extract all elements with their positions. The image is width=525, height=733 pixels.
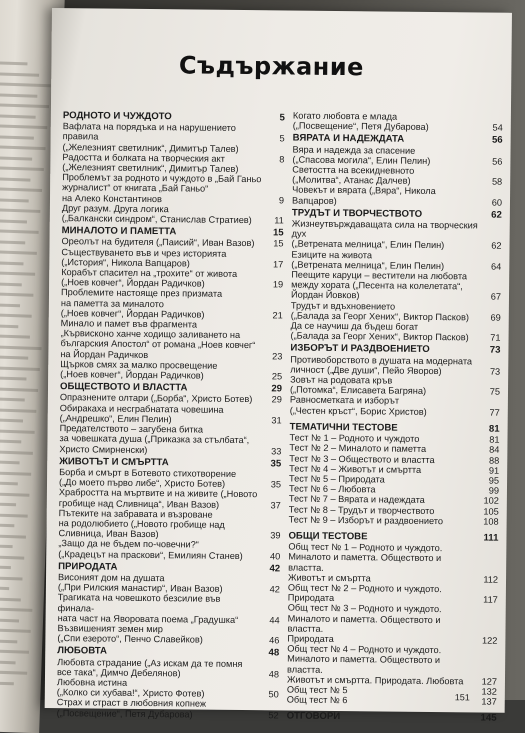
left-page-text-line <box>0 208 40 213</box>
toc-page-number: 40 <box>269 550 281 561</box>
left-page-text-line <box>0 513 28 518</box>
toc-entry-text: Жизнеутвърждаващата сила на творческия дух <box>291 218 478 239</box>
toc-entry-text: Противоборството в душата на модерната <box>290 354 473 367</box>
left-page-text-line <box>0 555 24 560</box>
toc-entry-text: ТЕМАТИЧНИ ТЕСТОВЕ <box>289 421 398 434</box>
left-page-text-line <box>0 229 39 234</box>
toc-entry-text: Тест № 9 – Изборът и раздвоението <box>288 514 444 526</box>
left-page-text-line <box>0 429 35 434</box>
left-page-text-line <box>0 460 20 464</box>
page-number: 151 <box>454 692 470 703</box>
toc-page-number: 112 <box>483 574 499 585</box>
toc-page-number: 56 <box>492 156 503 167</box>
toc-entry-text: Общ тест № 1 – Родното и чуждото. <box>288 541 443 554</box>
toc-page-number: 62 <box>491 241 502 252</box>
toc-entry-text: Любовта страдание („Аз искам да те помня <box>57 656 243 669</box>
left-page-text-line <box>0 471 31 476</box>
toc-page-number: 29 <box>271 383 283 395</box>
toc-page-number: 50 <box>268 689 279 700</box>
toc-page-number: 17 <box>273 259 284 270</box>
left-page-text-line <box>0 345 42 350</box>
toc-page-number: 37 <box>270 499 281 510</box>
toc-entry-text: Съществуването във и чрез историята <box>61 246 227 259</box>
toc-page-number: 88 <box>489 455 500 466</box>
toc-entry-text: Когато любовта е млада <box>292 110 398 122</box>
left-page-text-line <box>0 82 51 87</box>
toc-entry-text: („Ветрената мелница“, Елин Пелин) <box>291 238 445 251</box>
left-page-text-line <box>0 324 18 328</box>
toc-entry-text: („Ветрената мелница“, Елин Пелин) <box>291 259 445 271</box>
toc-entry-text: Трагиката на човешкото безсилие във финала- <box>57 592 221 614</box>
toc-entry-text: Христо Смирненски) <box>59 443 148 455</box>
toc-page-number: 35 <box>270 479 282 490</box>
toc-column-right <box>287 111 503 725</box>
toc-entry <box>292 185 502 208</box>
left-page-text-line <box>0 334 30 338</box>
left-page-text-line <box>0 135 34 139</box>
toc-entry-text: ПРИРОДАТА <box>58 560 118 573</box>
toc-entry-text: Природата <box>287 592 335 604</box>
toc-entry-text: ната част на Яворовата поема „Градушка“ <box>57 612 239 625</box>
left-page-text-line <box>0 177 30 181</box>
toc-entry <box>293 121 503 133</box>
toc-page-number: 52 <box>268 709 279 720</box>
toc-page-number: 69 <box>490 312 501 323</box>
left-page-text-line <box>0 61 28 65</box>
left-page-text-line <box>0 649 29 654</box>
toc-entry-text: Равносметката и изборът <box>289 394 400 407</box>
toc-entry-text: („Ноев ковчег“, Йордан Радичков) <box>60 307 205 320</box>
toc-entry-text: Общ тест № 6 <box>286 694 348 706</box>
toc-entry-text: ЛЮБОВТА <box>57 645 108 657</box>
toc-entry-text: Радостта и болката на творческия акт <box>62 151 225 164</box>
left-page-text-line <box>0 576 23 580</box>
left-page-text-line <box>0 156 32 160</box>
toc-entry-text: ВЯРАТА И НАДЕЖДАТА <box>292 132 405 146</box>
toc-entry-text: Храбростта на мъртвите и на живите („Новото <box>58 487 258 500</box>
toc-entry-text: („Балада за Георг Хених“, Виктор Пасков) <box>290 330 469 343</box>
toc-entry-text: Борба и смърт в Ботевото стихотворение <box>59 467 237 479</box>
toc-entry-text: Тест № 7 – Вярата и надеждата <box>288 493 425 506</box>
toc-entry-text: Страх и страст в любовния копнеж <box>56 697 207 710</box>
toc-entry-text: („Спасова могила“, Елин Пелин) <box>292 154 431 166</box>
toc-entry-text: („При Рилския манастир“, Иван Вазов) <box>57 582 223 594</box>
left-page-text-line <box>0 618 19 622</box>
toc-entry <box>58 549 280 562</box>
toc-entry <box>60 369 282 382</box>
toc-entry-text: Общ тест № 4 – Родното и чуждото. <box>287 643 442 656</box>
toc-entry-text: Тест № 4 – Животът и смъртта <box>289 463 422 475</box>
left-page-text-line <box>0 292 33 297</box>
toc-page-number: 39 <box>270 530 281 541</box>
toc-entry-text: Минало и памет във фрагмента <box>60 318 198 330</box>
toc-page-number: 117 <box>483 594 498 605</box>
toc-page-number: 31 <box>271 415 282 426</box>
toc-entry-text: Щърков смях за малко просвещение <box>60 358 218 371</box>
left-page-text-line <box>0 408 36 413</box>
toc-page-number: 19 <box>272 279 284 290</box>
toc-entry-text: Общ тест № 3 – Родното и чуждото. <box>287 602 442 615</box>
left-page-text-line <box>0 586 9 590</box>
left-page-text-line <box>0 219 27 223</box>
left-page-text-line <box>0 544 13 548</box>
left-page-text-line <box>0 166 44 171</box>
left-page-text-line <box>0 628 31 633</box>
toc-entry <box>57 633 279 646</box>
toc-entry-text: Сливница, Иван Вазов) <box>58 528 159 540</box>
toc-page-number: 81 <box>488 423 500 435</box>
toc-page-number: 44 <box>269 615 280 626</box>
toc-page-number: 42 <box>269 584 280 595</box>
toc-page-number: 5 <box>279 112 285 124</box>
toc-entry-text: МИНАЛОТО И ПАМЕТТА <box>61 225 177 238</box>
toc-page-number: 111 <box>483 532 499 544</box>
toc-entry-text: ТРУДЪТ И ТВОРЧЕСТВОТО <box>291 207 423 220</box>
toc-page-number: 71 <box>490 332 501 343</box>
toc-page-number: 29 <box>271 394 282 405</box>
toc-page-number: 25 <box>271 371 283 382</box>
toc-page-number: 42 <box>269 563 281 575</box>
toc-entry-text: Обиракаха и несграбнатата човешина <box>59 402 224 415</box>
toc-entry-text: Езиците на живота <box>291 249 373 261</box>
toc-entry-text: Зовът на родовата кръв <box>290 374 393 386</box>
toc-entry-text: на Алеко Константинов <box>61 192 163 204</box>
toc-entry-text: на паметта за миналото <box>60 297 164 309</box>
toc-entry-text: „Кървисконо ханче ходищо заливането на <box>60 328 241 341</box>
left-page-text-line <box>0 250 37 255</box>
toc-entry-text: гробище над Сливница“, Иван Вазов) <box>58 497 220 510</box>
toc-entry <box>62 213 284 226</box>
toc-entry-text: Общ тест № 2 – Родното и чуждото. <box>287 582 442 595</box>
toc-entry-text: РОДНОТО И ЧУЖДОТО <box>62 110 172 123</box>
toc-page-number: 11 <box>274 215 284 226</box>
toc-page-number: 21 <box>272 310 283 321</box>
left-page-text-line <box>0 565 11 569</box>
toc-entry-text: Миналото и паметта. Обществото и властта. <box>287 613 441 634</box>
left-page-text-line <box>0 481 18 485</box>
left-page-text-line <box>0 534 26 539</box>
toc-entry-text: „Защо да не бъдем по-човечни?“ <box>58 538 199 550</box>
toc-entry-text: („Крадецът на праскови“, Емилиян Станев) <box>58 548 243 561</box>
toc-page-number: 56 <box>491 135 503 147</box>
toc-page-number: 145 <box>480 712 497 725</box>
left-page-text-line <box>0 271 35 276</box>
toc-page-number: 48 <box>268 647 280 659</box>
toc-page-number: 35 <box>270 458 282 470</box>
toc-entry-text: Тест № 3 – Обществото и властта <box>289 453 435 465</box>
toc-page-number: 105 <box>483 506 499 517</box>
toc-entry-text: Пътеките на забравата и възроване <box>58 507 213 520</box>
toc-page-number: 64 <box>491 261 502 272</box>
left-page-text-line <box>0 366 40 371</box>
toc-page-number: 122 <box>482 635 498 646</box>
toc-entry-text: все така“, Димчо Дебелянов) <box>56 666 181 679</box>
toc-entry-text: Светостта на всекидневното <box>292 164 415 176</box>
toc-page-number: 67 <box>490 292 502 303</box>
toc-entry-text: ИЗБОРЪТ И РАЗДВОЕНИЕТО <box>290 342 430 356</box>
toc-entry-text: („Потомка“, Елисавета Багряна) <box>289 384 427 397</box>
toc-page-number: 54 <box>492 122 503 133</box>
toc-entry-text: Тест № 1 – Родното и чуждото <box>289 432 420 444</box>
toc-entry-text: българския Апостол“ от романа „Ноев ковчег“ <box>60 338 256 351</box>
left-page-text-line <box>0 303 20 307</box>
toc-entry-text: („Посвещение“, Петя Дубарова) <box>292 120 429 133</box>
left-page-text-line <box>0 261 24 265</box>
toc-page-number: 81 <box>489 434 500 445</box>
toc-entry-text: журналист“ от книгата „Бай Ганьо“ <box>62 182 209 195</box>
left-page-text-line <box>0 397 25 401</box>
left-page-text-line <box>0 418 23 422</box>
toc-page-number: 62 <box>491 209 502 221</box>
toc-entry-text: Предателството – загубена битка <box>59 423 204 435</box>
toc-entry-text: („Железният светилник“, Димитър Талев) <box>62 141 239 154</box>
toc-entry <box>58 592 280 615</box>
toc-entry-text: Тест № 5 – Природата <box>289 473 385 485</box>
toc-entry-text: Опразнените олтари („Борба“, Христо Ботев) <box>59 392 253 405</box>
toc-entry <box>289 514 499 526</box>
left-page-text-line <box>0 198 29 202</box>
toc-page-number: 127 <box>481 676 498 687</box>
left-page-text-line <box>0 187 42 192</box>
toc-entry <box>59 444 281 457</box>
toc-page-number: 91 <box>488 465 500 476</box>
left-page-text-line <box>0 145 46 150</box>
toc-page-number: 33 <box>271 445 282 456</box>
left-page-text-line <box>0 607 32 612</box>
left-page-text-line <box>0 387 38 392</box>
toc-page-number: 137 <box>481 696 497 707</box>
toc-entry-text: Вафлата на порядъка и на нарушението правила <box>62 121 236 142</box>
toc-entry <box>288 552 498 575</box>
toc-entry-text: ЖИВОТЪТ И СМЪРТТА <box>59 455 169 468</box>
left-page-text-line <box>0 670 27 675</box>
toc-entry-text: Висоният дом на душата <box>57 572 165 584</box>
toc-page-number: 5 <box>279 133 285 144</box>
toc-column-left <box>57 108 285 720</box>
toc-entry-text: („Спи езерото“, Пенчо Славейков) <box>57 633 203 645</box>
toc-entry-text: Корабът спасител на „трохите“ от живота <box>61 267 238 279</box>
toc-section-heading <box>287 712 497 724</box>
left-page-text-line <box>0 240 25 244</box>
left-page-text-line <box>0 282 22 286</box>
toc-page-number: 73 <box>489 345 501 357</box>
toc-entry <box>287 654 497 677</box>
left-page-text-line <box>0 450 33 455</box>
toc-page-number: 8 <box>279 154 285 165</box>
toc-entry-text: ОТГОВОРИ <box>286 710 341 723</box>
left-page-text-line <box>0 639 17 643</box>
toc-entry-text: Да се научиш да бъдеш богат <box>290 320 419 332</box>
book-page <box>45 8 512 725</box>
toc-entry <box>290 405 500 417</box>
left-page-text-line <box>0 355 28 359</box>
toc-entry-text: Животът и смъртта <box>287 572 371 584</box>
toc-entry-text: между хората („Песента на колелетата“, <box>291 279 463 292</box>
left-page-text-line <box>0 376 27 380</box>
toc-page-number: 132 <box>481 686 497 697</box>
toc-entry-text: Общ тест № 5 <box>286 684 348 696</box>
left-page-text-line <box>0 492 29 497</box>
toc-page-number: 48 <box>268 669 280 680</box>
toc-entry-text: ОБЩИ ТЕСТОВЕ <box>288 530 368 543</box>
toc-entry-text: („Ноев ковчег“, Йордан Радичков) <box>61 277 205 289</box>
toc-page-number: 15 <box>273 238 284 249</box>
toc-entry <box>57 708 279 721</box>
toc-entry-text: Пеещите каруци – вестители на любовта <box>291 269 468 282</box>
left-page-text-line <box>0 523 14 527</box>
toc-entry <box>63 121 285 144</box>
toc-entry-text: („Ноев ковчег“, Йордан Радичков) <box>60 369 204 381</box>
toc-entry-text: Тест № 8 – Трудът и творчеството <box>288 504 435 516</box>
left-page-text-line <box>0 93 37 97</box>
toc-entry-text: („Балада за Георг Хених“, Виктор Пасков) <box>290 310 470 323</box>
toc-entry <box>291 331 501 343</box>
left-page-text-line <box>0 124 47 129</box>
toc-entry-text: Човекът и вярата („Вяра“, Никола Вапцаров) <box>291 184 436 206</box>
toc-entry-text: Възвишеният земен мир <box>57 623 163 635</box>
left-page-text-line <box>0 680 14 684</box>
toc-page-number: 108 <box>483 516 499 527</box>
toc-entry-text: Йордан Йовков) <box>290 289 360 301</box>
toc-page-number: 60 <box>491 197 503 208</box>
toc-entry-text: личност („Две души“, Пейо Яворов) <box>290 364 442 376</box>
toc-entry-text: Тест № 2 – Миналото и паметта <box>289 442 427 455</box>
toc-entry-text: Миналото и паметта. Обществото и властта. <box>288 551 442 573</box>
toc-entry-text: на Йордан Радичков <box>60 348 149 360</box>
left-page-text-line <box>0 114 36 118</box>
toc-entry-text: („Молитва“, Атанас Далчев) <box>292 174 411 186</box>
toc-page-number: 73 <box>489 366 501 377</box>
toc-page-number: 99 <box>488 485 500 496</box>
toc-page-number: 23 <box>272 350 283 362</box>
left-page-text-line <box>0 313 32 317</box>
toc-page-number: 75 <box>489 386 501 397</box>
toc-page-number: 58 <box>491 176 503 187</box>
toc-entry-text: („Колко си хубава!“, Христо Фотев) <box>56 687 205 699</box>
left-page-text-line <box>0 439 21 443</box>
toc-entry-text: Ореолът на будителя („Паисий“, Иван Вазов) <box>61 236 255 249</box>
toc-entry-text: на родолюбието („Новото гробище над <box>58 518 225 530</box>
page-title: Съдържание <box>178 51 365 82</box>
toc-entry-text: Проблемът за родното и чуждото в „Бай Ганьо <box>62 172 262 185</box>
toc-entry-text: Животът и смъртта. Природата. Любовта <box>286 674 464 687</box>
toc-entry-text: Любовна истина <box>56 677 128 688</box>
toc-page-number: 46 <box>269 635 280 646</box>
toc-entry-text: Миналото и паметта. Обществото и властта. <box>287 653 441 675</box>
toc-entry-text: Трудът и вдъхновението <box>290 300 396 312</box>
toc-entry-text: за човешката душа („Приказка за стълбата“, <box>59 433 250 446</box>
toc-entry <box>287 613 497 636</box>
left-page-text-line <box>0 659 16 663</box>
toc-entry-text: („Андрешко“, Елин Пелин) <box>59 412 172 425</box>
toc-entry-text: Природата <box>287 633 334 644</box>
toc-entry <box>292 219 502 242</box>
toc-page-number: 102 <box>483 495 499 507</box>
toc-entry-text: Тест № 6 – Любовта <box>288 483 376 495</box>
left-page-text-line <box>0 103 49 108</box>
toc-page-number: 9 <box>278 195 285 206</box>
left-page-text-line <box>0 597 21 601</box>
toc-entry-text: („До моето първо либе“, Христо Ботев) <box>58 477 226 489</box>
toc-page-number: 95 <box>488 475 500 486</box>
toc-page-number: 15 <box>272 227 284 239</box>
toc-entry-text: Проблемите настояще през призмата <box>60 287 223 300</box>
toc-entry-text: Вяра и надежда за спасение <box>292 144 416 156</box>
toc-entry-text: ОБЩЕСТВОТО И ВЛАСТТА <box>59 381 188 394</box>
left-page-text-line <box>0 72 39 76</box>
toc-entry-text: („История“, Никола Вапцаров) <box>61 256 190 269</box>
left-page-text-line <box>0 502 16 506</box>
toc-entry-text: („Балкански синдром“, Станислав Стратиев) <box>61 213 252 226</box>
toc-entry-text: („Железният светилник“, Димитър Талев) <box>62 162 239 174</box>
toc-entry-text: („Честен кръст“, Борис Христов) <box>289 405 427 417</box>
toc-entry-text: Друг разум. Друга логика <box>61 202 169 215</box>
toc-entry-text: („Посвещение“, Петя Дубарова) <box>56 707 193 720</box>
toc-page-number: 84 <box>489 444 500 456</box>
toc-page-number: 77 <box>489 407 500 418</box>
